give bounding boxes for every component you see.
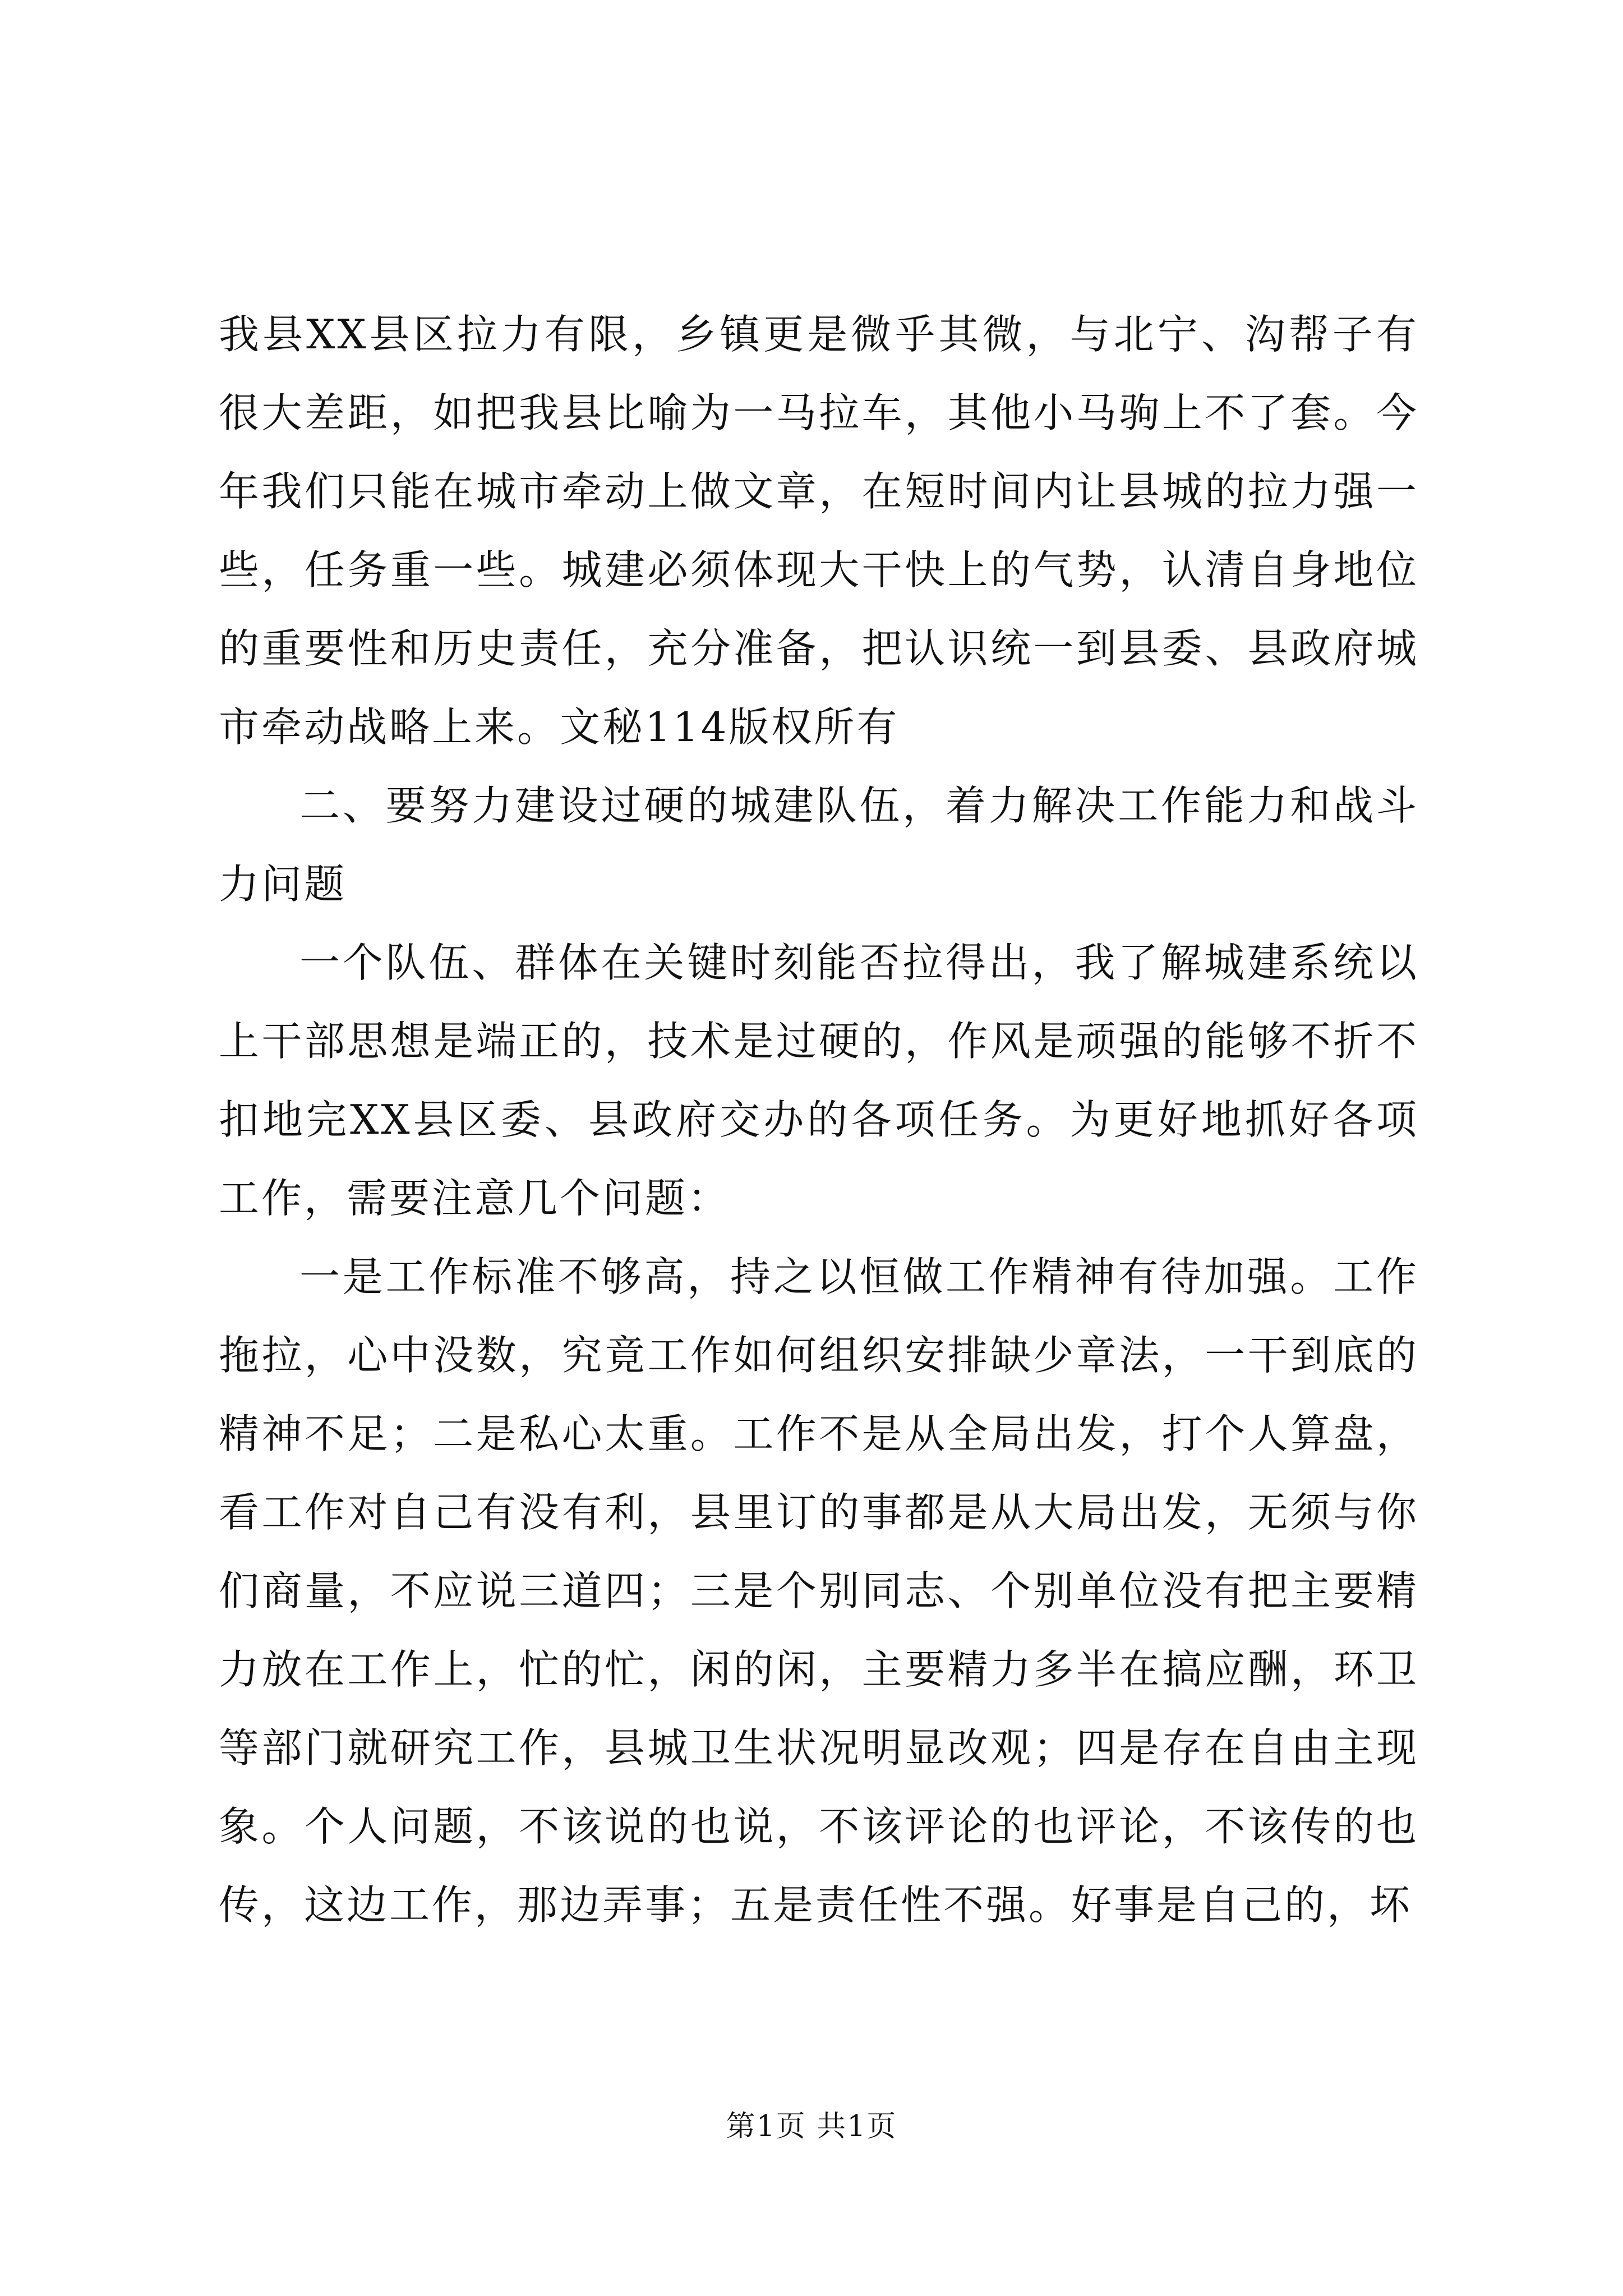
paragraph-1: 我县XX县区拉力有限，乡镇更是微乎其微，与北宁、沟帮子有很大差距，如把我县比喻为一马拉车，其他小马驹上不了套。今年我们只能在城市牵动上做文章，在短时间内让县城的拉力强一些，任务重一些。城建必须体现大干快上的气势，认清自身地位的重要性和历史责任，充分准备，把认识统一到县委、县政府城市牵动战略上来。文秘114版权所有 bbox=[219, 311, 1419, 751]
paragraph-2-heading: 二、要努力建设过硬的城建队伍，着力解决工作能力和战斗力问题 bbox=[219, 782, 1419, 908]
page-number-label: 第1页 共1页 bbox=[726, 2110, 897, 2143]
page-footer bbox=[0, 2107, 1623, 2146]
document-body bbox=[219, 295, 1419, 1944]
paragraph-4: 一是工作标准不够高，持之以恒做工作精神有待加强。工作拖拉，心中没数，究竟工作如何组织安排缺少章法，一干到底的精神不足；二是私心太重。工作不是从全局出发，打个人算盘，看工作对自己有没有利，县里订的事都是从大局出发，无须与你们商量，不应说三道四；三是个别同志、个别单位没有把主要精力放在工作上，忙的忙，闲的闲，主要精力多半在搞应酬，环卫等部门就研究工作，县城卫生状况明显改观；四是存在自由主现象。个人问题，不该说的也说，不该评论的也评论，不该传的也传，这边工作，那边弄事；五是责任性不强。好事是自己的，坏 bbox=[219, 1253, 1419, 1929]
paragraph-3: 一个队伍、群体在关键时刻能否拉得出，我了解城建系统以上干部思想是端正的，技术是过硬的，作风是顽强的能够不折不扣地完XX县区委、县政府交办的各项任务。为更好地抓好各项工作，需要注意几个问题： bbox=[219, 939, 1419, 1222]
